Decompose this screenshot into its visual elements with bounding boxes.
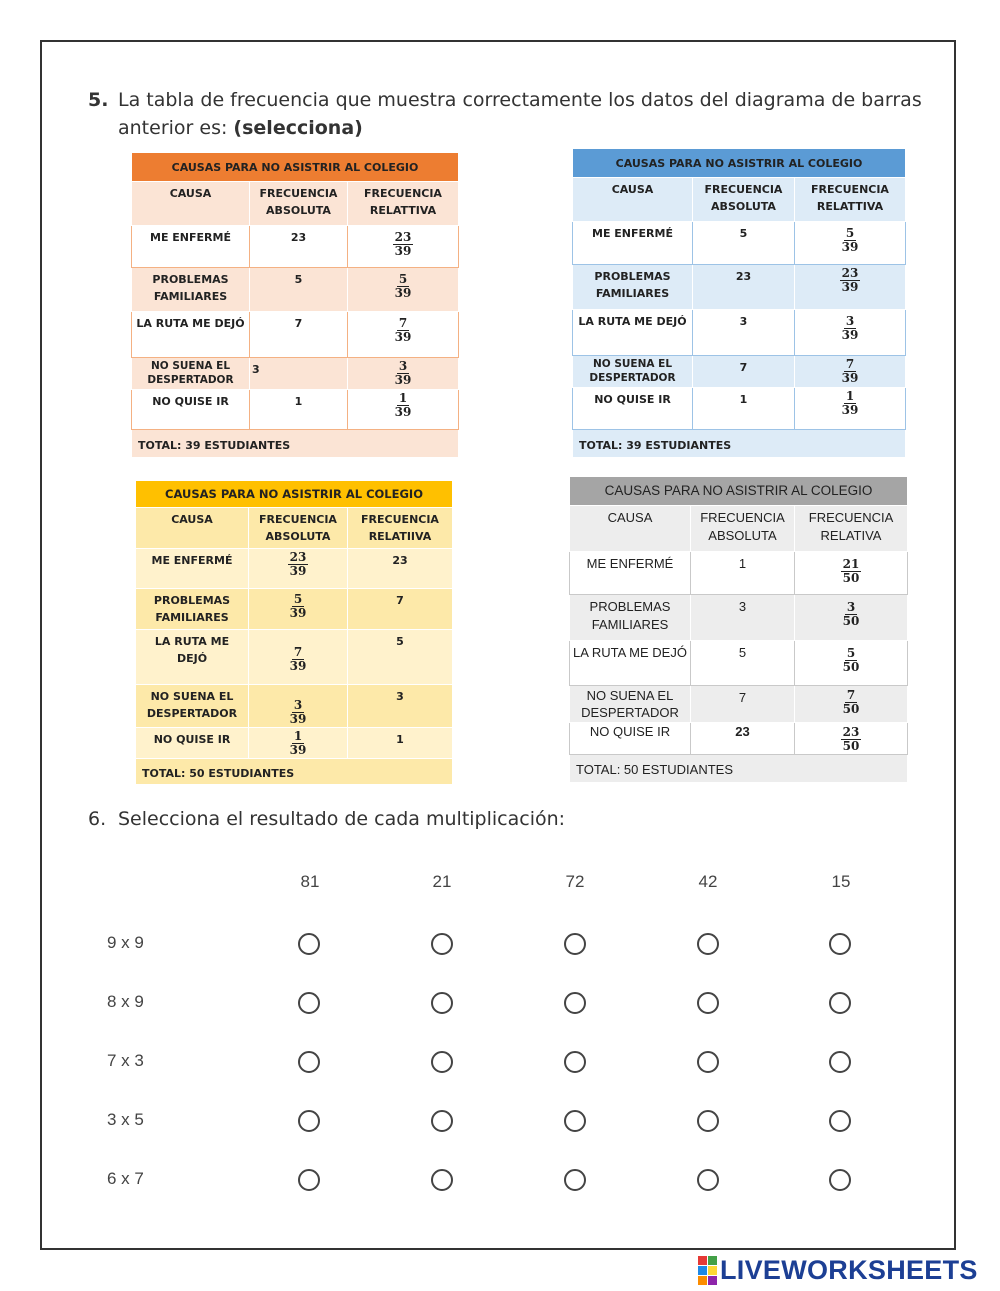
table-title: CAUSAS PARA NO ASISTRIR AL COLEGIO (136, 481, 453, 508)
row-label: 3 x 5 (107, 1110, 144, 1129)
frequency-table-yellow[interactable] (135, 480, 453, 785)
radio-option[interactable] (431, 1051, 453, 1073)
cell-causa: ME ENFERMÉ (132, 226, 250, 268)
cell-causa: NO SUENA EL DESPERTADOR (573, 356, 693, 388)
liveworksheets-logo-icon (698, 1256, 717, 1285)
cell-abs: 1 (691, 552, 795, 595)
header-abs: FRECUENCIA ABSOLUTA (249, 508, 348, 549)
cell-causa: NO QUISE IR (570, 723, 691, 755)
cell-abs: 5 (691, 641, 795, 686)
frequency-table-blue[interactable] (572, 148, 906, 458)
cell-rel (795, 222, 906, 265)
radio-option[interactable] (298, 1110, 320, 1132)
cell-abs: 7 (250, 312, 348, 358)
fraction: $\frac{23}{39}$ (394, 230, 412, 258)
cell-abs (249, 589, 348, 630)
cell-abs: 1 (250, 390, 348, 430)
radio-option[interactable] (564, 1169, 586, 1191)
cell-causa: ME ENFERMÉ (573, 222, 693, 265)
radio-option[interactable] (697, 933, 719, 955)
fraction: $\frac{1}{39}$ (289, 729, 307, 757)
radio-option[interactable] (564, 992, 586, 1014)
cell-abs: 3 (691, 595, 795, 641)
cell-abs: 23 (693, 265, 795, 310)
cell-causa: PROBLEMAS FAMILIARES (136, 589, 249, 630)
fraction: $\frac{7}{50}$ (842, 688, 860, 716)
cell-rel (795, 686, 908, 723)
row-label: 9 x 9 (107, 933, 144, 952)
fraction: $\frac{5}{39}$ (394, 272, 412, 300)
cell-abs: 23 (691, 723, 795, 755)
cell-abs: 5 (250, 268, 348, 312)
cell-causa: LA RUTA ME DEJÓ (132, 312, 250, 358)
question-instruction: (selecciona) (233, 117, 363, 139)
question-text-line2: anterior es: (118, 117, 234, 139)
cell-abs: 3 (250, 358, 348, 390)
cell-rel (795, 595, 908, 641)
cell-rel (795, 310, 906, 356)
option-header: 42 (698, 872, 718, 891)
option-header: 15 (831, 872, 851, 891)
cell-causa: LA RUTA ME DEJÓ (136, 630, 249, 685)
table-total: TOTAL: 39 ESTUDIANTES (132, 430, 459, 458)
cell-rel: 7 (348, 589, 453, 630)
radio-option[interactable] (697, 1051, 719, 1073)
radio-option[interactable] (431, 1110, 453, 1132)
cell-abs (249, 630, 348, 685)
radio-option[interactable] (431, 1169, 453, 1191)
cell-rel (795, 723, 908, 755)
header-rel: FRECUENCIA RELATIIVA (348, 508, 453, 549)
header-rel: FRECUENCIA RELATIVA (795, 506, 908, 552)
option-header: 81 (300, 872, 320, 891)
radio-option[interactable] (564, 1051, 586, 1073)
header-causa: CAUSA (132, 182, 250, 226)
cell-abs: 7 (693, 356, 795, 388)
question-text-line1: La tabla de frecuencia que muestra correctamente los datos del diagrama de barras (118, 89, 922, 111)
cell-causa: PROBLEMAS FAMILIARES (132, 268, 250, 312)
cell-rel (348, 226, 459, 268)
radio-option[interactable] (829, 1110, 851, 1132)
question-text: Selecciona el resultado de cada multiplicación: (118, 808, 566, 830)
fraction: $\frac{7}{39}$ (289, 645, 307, 673)
cell-rel (795, 265, 906, 310)
radio-option[interactable] (298, 1169, 320, 1191)
cell-rel (348, 268, 459, 312)
radio-option[interactable] (829, 1169, 851, 1191)
table-total: TOTAL: 50 ESTUDIANTES (570, 755, 908, 783)
radio-option[interactable] (697, 992, 719, 1014)
fraction: $\frac{7}{39}$ (394, 316, 412, 344)
header-rel: FRECUENCIA RELATTIVA (348, 182, 459, 226)
header-abs: FRECUENCIA ABSOLUTA (250, 182, 348, 226)
cell-abs: 3 (693, 310, 795, 356)
cell-abs (249, 728, 348, 759)
header-causa: CAUSA (136, 508, 249, 549)
radio-option[interactable] (298, 933, 320, 955)
header-abs: FRECUENCIA ABSOLUTA (693, 178, 795, 222)
question-text (118, 86, 948, 142)
question-number: 6. (88, 808, 107, 830)
table-title: CAUSAS PARA NO ASISTRIR AL COLEGIO (132, 153, 459, 182)
cell-causa: PROBLEMAS FAMILIARES (573, 265, 693, 310)
fraction: $\frac{21}{50}$ (842, 557, 860, 585)
table-total: TOTAL: 50 ESTUDIANTES (136, 759, 453, 785)
cell-rel: 23 (348, 549, 453, 589)
header-causa: CAUSA (570, 506, 691, 552)
cell-rel (348, 358, 459, 390)
table-title: CAUSAS PARA NO ASISTRIR AL COLEGIO (573, 149, 906, 178)
cell-rel (795, 641, 908, 686)
fraction: $\frac{23}{39}$ (841, 266, 859, 294)
frequency-table-orange[interactable] (131, 152, 459, 458)
row-label: 7 x 3 (107, 1051, 144, 1070)
row-label: 6 x 7 (107, 1169, 144, 1188)
frequency-table-gray[interactable] (569, 476, 908, 783)
fraction: $\frac{3}{39}$ (841, 314, 859, 342)
cell-causa: ME ENFERMÉ (570, 552, 691, 595)
radio-option[interactable] (829, 992, 851, 1014)
liveworksheets-logo (698, 1256, 978, 1284)
cell-causa: PROBLEMAS FAMILIARES (570, 595, 691, 641)
question-number: 5. (88, 89, 109, 111)
cell-rel: 5 (348, 630, 453, 685)
header-rel: FRECUENCIA RELATTIVA (795, 178, 906, 222)
cell-causa: LA RUTA ME DEJÓ (573, 310, 693, 356)
fraction: $\frac{5}{39}$ (841, 226, 859, 254)
fraction: $\frac{5}{50}$ (842, 646, 860, 674)
fraction: $\frac{3}{39}$ (394, 359, 412, 387)
header-abs: FRECUENCIA ABSOLUTA (691, 506, 795, 552)
fraction: $\frac{7}{39}$ (841, 357, 859, 385)
cell-causa: NO QUISE IR (136, 728, 249, 759)
radio-option[interactable] (564, 1110, 586, 1132)
fraction: $\frac{23}{50}$ (842, 725, 860, 753)
option-header: 72 (565, 872, 585, 891)
cell-rel: 3 (348, 685, 453, 728)
radio-option[interactable] (697, 1169, 719, 1191)
fraction: $\frac{3}{50}$ (842, 600, 860, 628)
table-title: CAUSAS PARA NO ASISTRIR AL COLEGIO (570, 477, 908, 506)
radio-option[interactable] (431, 933, 453, 955)
cell-rel (348, 390, 459, 430)
table-total: TOTAL: 39 ESTUDIANTES (573, 430, 906, 458)
cell-abs: 7 (691, 686, 795, 723)
cell-causa: LA RUTA ME DEJÓ (570, 641, 691, 686)
radio-option[interactable] (564, 933, 586, 955)
radio-option[interactable] (829, 1051, 851, 1073)
cell-causa: NO SUENA EL DESPERTADOR (136, 685, 249, 728)
fraction: $\frac{23}{39}$ (289, 550, 307, 578)
cell-causa: NO SUENA EL DESPERTADOR (570, 686, 691, 723)
fraction: $\frac{1}{39}$ (841, 389, 859, 417)
cell-rel (348, 312, 459, 358)
header-causa: CAUSA (573, 178, 693, 222)
cell-abs: 5 (693, 222, 795, 265)
cell-abs (249, 685, 348, 728)
fraction: $\frac{5}{39}$ (289, 592, 307, 620)
cell-abs: 23 (250, 226, 348, 268)
radio-option[interactable] (829, 933, 851, 955)
fraction: $\frac{3}{39}$ (289, 698, 307, 726)
cell-rel: 1 (348, 728, 453, 759)
brand-name: LIVEWORKSHEETS (720, 1254, 978, 1285)
radio-option[interactable] (298, 992, 320, 1014)
radio-option[interactable] (298, 1051, 320, 1073)
cell-rel (795, 388, 906, 430)
fraction: $\frac{1}{39}$ (394, 391, 412, 419)
cell-abs: 1 (693, 388, 795, 430)
cell-rel (795, 552, 908, 595)
cell-causa: ME ENFERMÉ (136, 549, 249, 589)
option-header: 21 (432, 872, 452, 891)
cell-causa: NO QUISE IR (573, 388, 693, 430)
radio-option[interactable] (431, 992, 453, 1014)
row-label: 8 x 9 (107, 992, 144, 1011)
cell-rel (795, 356, 906, 388)
cell-causa: NO SUENA EL DESPERTADOR (132, 358, 250, 390)
cell-causa: NO QUISE IR (132, 390, 250, 430)
cell-abs (249, 549, 348, 589)
radio-option[interactable] (697, 1110, 719, 1132)
